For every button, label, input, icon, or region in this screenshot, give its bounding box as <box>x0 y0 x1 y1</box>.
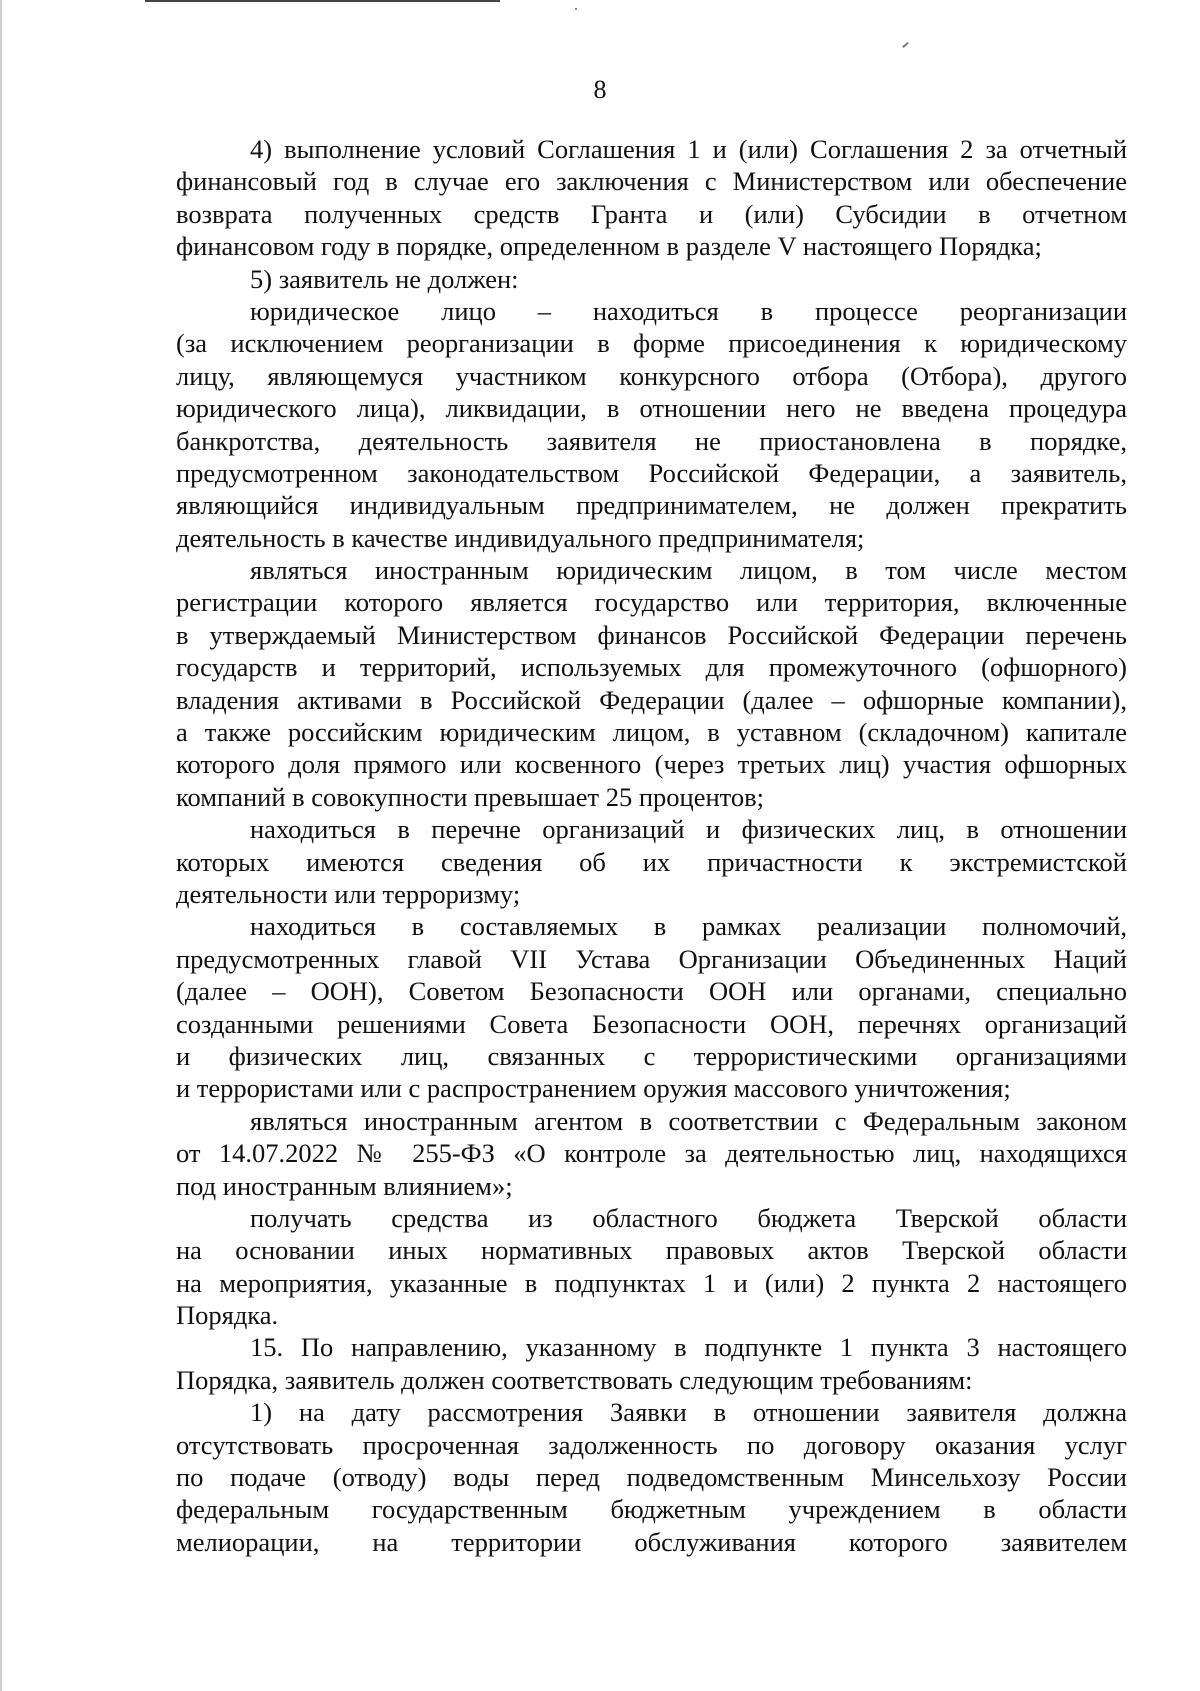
text-line: 15. По направлению, указанному в подпункте 1 пункта 3 настоящего <box>250 1332 1127 1363</box>
text-line: владения активами в Российской Федерации (далее – офшорные компании), <box>176 684 1127 715</box>
text-line: регистрации которого является государство или территория, включенные <box>176 587 1127 618</box>
text-line: Порядка. <box>176 1300 279 1331</box>
text-line: в утверждаемый Министерством финансов Российской Федерации перечень <box>176 619 1127 650</box>
text-line: являющийся индивидуальным предпринимателем, не должен прекратить <box>176 490 1127 521</box>
text-line: 4) выполнение условий Соглашения 1 и (или) Соглашения 2 за отчетный <box>250 134 1127 164</box>
page-number: 8 <box>593 75 607 104</box>
text-line: которых имеются сведения об их причастности к экстремистской <box>176 846 1127 877</box>
text-line: финансовом году в порядке, определенном в разделе V настоящего Порядка; <box>176 231 1042 262</box>
text-line: 5) заявитель не должен: <box>250 263 519 294</box>
text-line: государств и территорий, используемых для промежуточного (офшорного) <box>176 652 1127 683</box>
scan-top-line <box>145 0 500 2</box>
text-line: предусмотренном законодательством Российской Федерации, а заявитель, <box>176 457 1127 488</box>
text-line: 1) на дату рассмотрения Заявки в отношении заявителя должна <box>250 1397 1127 1428</box>
text-line: юридического лица), ликвидации, в отношении него не введена процедура <box>176 393 1127 424</box>
scan-speck <box>575 8 577 10</box>
text-line: которого доля прямого или косвенного (через третьих лиц) участия офшорных <box>176 749 1127 780</box>
text-line: под иностранным влиянием»; <box>176 1170 513 1201</box>
scan-edge-shadow <box>0 0 2 1691</box>
text-line: являться иностранным агентом в соответствии с Федеральным законом <box>250 1105 1127 1136</box>
text-line: и террористами или с распространением оружия массового уничтожения; <box>176 1073 1011 1104</box>
text-line: (далее – ООН), Советом Безопасности ООН или органами, специально <box>176 976 1127 1007</box>
text-line: получать средства из областного бюджета Тверской области <box>250 1202 1127 1233</box>
text-line: являться иностранным юридическим лицом, в том числе местом <box>250 555 1127 586</box>
text-line: деятельности или терроризму; <box>176 878 521 909</box>
text-line: на мероприятия, указанные в подпунктах 1 и (или) 2 пункта 2 настоящего <box>176 1267 1127 1298</box>
text-line: возврата полученных средств Гранта и (или) Субсидии в отчетном <box>176 198 1127 229</box>
text-line: отсутствовать просроченная задолженность по договору оказания услуг <box>176 1429 1127 1460</box>
text-line: банкротства, деятельность заявителя не приостановлена в порядке, <box>176 425 1127 456</box>
text-line: юридическое лицо – находиться в процессе реорганизации <box>250 295 1127 326</box>
text-line: деятельность в качестве индивидуального предпринимателя; <box>176 522 865 553</box>
text-line: финансовый год в случае его заключения с Министерством или обеспечение <box>176 166 1127 197</box>
text-line: лицу, являющемуся участником конкурсного отбора (Отбора), другого <box>176 360 1127 391</box>
text-line: находиться в перечне организаций и физических лиц, в отношении <box>250 814 1127 845</box>
text-line: на основании иных нормативных правовых актов Тверской области <box>176 1235 1127 1266</box>
text-line: по подаче (отводу) воды перед подведомственным Минсельхозу России <box>176 1462 1127 1493</box>
text-line: находиться в составляемых в рамках реализации полномочий, <box>250 911 1127 942</box>
text-line: а также российским юридическим лицом, в уставном (складочном) капитале <box>176 717 1127 748</box>
scan-speck <box>902 42 909 48</box>
text-line: от 14.07.2022 № 255-ФЗ «О контроле за деятельностью лиц, находящихся <box>176 1138 1127 1169</box>
text-line: и физических лиц, связанных с террористическими организациями <box>176 1040 1127 1071</box>
text-line: предусмотренных главой VII Устава Организации Объединенных Наций <box>176 943 1127 974</box>
text-line: Порядка, заявитель должен соответствовать следующим требованиям: <box>176 1364 973 1395</box>
document-body <box>176 133 1127 1558</box>
text-line: созданными решениями Совета Безопасности ООН, перечнях организаций <box>176 1008 1127 1039</box>
text-line: мелиорации, на территории обслуживания которого заявителем <box>176 1526 1127 1557</box>
text-line: федеральным государственным бюджетным учреждением в области <box>176 1494 1127 1525</box>
text-line: компаний в совокупности превышает 25 процентов; <box>176 781 764 812</box>
text-line: (за исключением реорганизации в форме присоединения к юридическому <box>176 328 1127 359</box>
